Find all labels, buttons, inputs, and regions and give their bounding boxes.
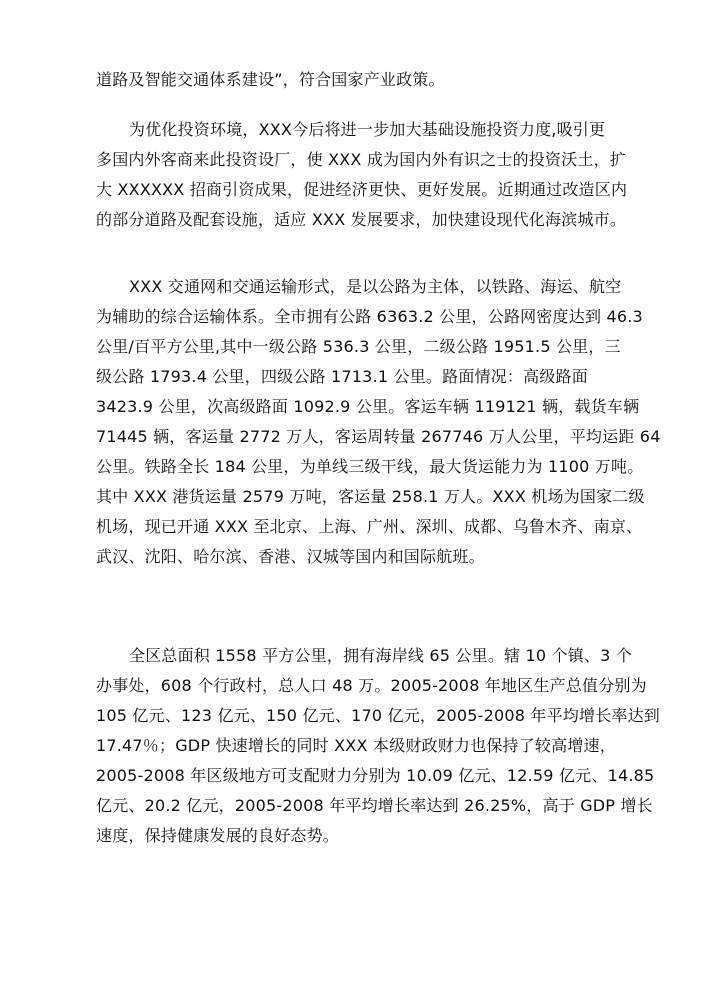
text-line: 的部分道路及配套设施，适应 XXX 发展要求，加快建设现代化海滨城市。 (96, 210, 627, 229)
text-line: 速度，保持健康发展的良好态势。 (96, 826, 340, 845)
text-line: 办事处，608 个行政村，总人口 48 万。2005-2008 年地区生产总值分别为 (96, 676, 647, 695)
text-line: 为优化投资环境，XXX今后将进一步加大基础设施投资力度,吸引更 (129, 120, 606, 139)
text-line: 3423.9 公里，次高级路面 1092.9 公里。客运车辆 119121 辆，载货车辆 (96, 397, 640, 416)
text-line: 机场，现已开通 XXX 至北京、上海、广州、深圳、成都、乌鲁木齐、南京、 (96, 517, 643, 536)
text-line: 105 亿元、123 亿元、150 亿元、170 亿元，2005-2008 年平均增长率达到 (96, 706, 660, 725)
text-line: 17.47％；GDP 快速增长的同时 XXX 本级财政财力也保持了较高增速， (96, 736, 616, 755)
text-line: 多国内外客商来此投资设厂，使 XXX 成为国内外有识之士的投资沃土，扩 (96, 150, 627, 169)
text-line: 亿元、20.2 亿元，2005-2008 年平均增长率达到 26.25%，高于 GDP 增长 (96, 796, 653, 815)
text-line: XXX 交通网和交通运输形式，是以公路为主体，以铁路、海运、航空 (129, 277, 622, 296)
text-line: 为辅助的综合运输体系。全市拥有公路 6363.2 公里，公路网密度达到 46.3 (96, 307, 643, 326)
text-line: 公里/百平方公里,其中一级公路 536.3 公里，二级公路 1951.5 公里，三 (96, 337, 621, 356)
text-line: 级公路 1793.4 公里，四级公路 1713.1 公里。路面情况：高级路面 (96, 367, 588, 386)
text-line: 公里。铁路全长 184 公里，为单线三级干线，最大货运能力为 1100 万吨。 (96, 457, 644, 476)
text-line: 2005-2008 年区级地方可支配财力分别为 10.09 亿元、12.59 亿元、14.85 (96, 766, 655, 785)
text-line: 全区总面积 1558 平方公里，拥有海岸线 65 公里。辖 10 个镇、3 个 (129, 646, 633, 665)
text-line: 武汉、沈阳、哈尔滨、香港、汉城等国内和国际航班。 (96, 547, 485, 566)
text-line: 71445 辆，客运量 2772 万人，客运周转量 267746 万人公里，平均运距 64 (96, 427, 661, 446)
text-line: 大 XXXXXX 招商引资成果，促进经济更快、更好发展。近期通过改造区内 (96, 180, 628, 199)
text-line: 其中 XXX 港货运量 2579 万吨，客运量 258.1 万人。XXX 机场为国家二级 (96, 487, 645, 506)
text-line: 道路及智能交通体系建设”，符合国家产业政策。 (96, 70, 445, 89)
